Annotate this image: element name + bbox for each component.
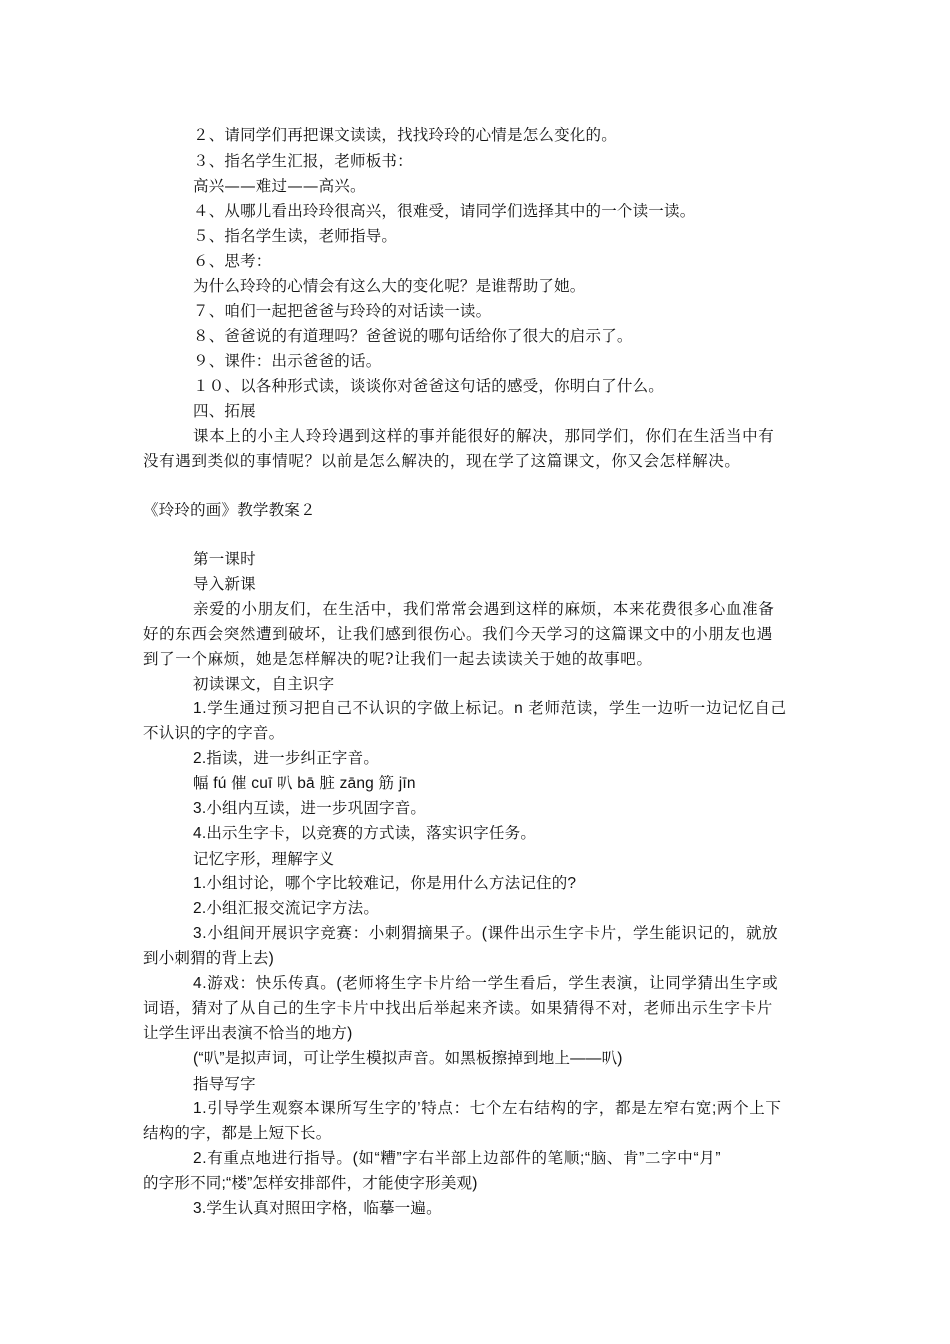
- heading-extension: 四、拓展: [193, 402, 256, 420]
- paragraph-step-6: ６、思考：: [193, 252, 272, 270]
- paragraph-memory-4-line-2: 词语，猜对了从自己的生字卡片中找出后举起来齐读。如果猜得不对，老师出示生字卡片: [143, 1000, 773, 1017]
- paragraph-intro-line-3: 到了一个麻烦，她是怎样解决的呢?让我们一起去读读关于她的故事吧。: [143, 650, 653, 668]
- paragraph-item-4: 4.出示生字卡，以竞赛的方式读，落实识字任务。: [193, 825, 537, 842]
- paragraph-item-1-line-2: 不认识的字的字音。: [143, 725, 285, 742]
- paragraph-memory-4-line-1: 4.游戏：快乐传真。(老师将生字卡片给一学生看后，学生表演，让同学猜出生字或: [193, 975, 779, 992]
- paragraph-intro-line-1: 亲爱的小朋友们，在生活中，我们常常会遇到这样的麻烦，本来花费很多心血准备: [193, 600, 775, 618]
- paragraph-extension-line-1: 课本上的小主人玲玲遇到这样的事并能很好的解决，那同学们，你们在生活当中有: [193, 427, 775, 445]
- heading-writing: 指导写字: [193, 1075, 256, 1093]
- paragraph-item-1-line-1: 1.学生通过预习把自己不认识的字做上标记。n 老师范读，学生一边听一边记忆自己: [193, 700, 787, 717]
- pinyin-line: 幅 fú 催 cuī 叭 bā 脏 zāng 筋 jīn: [193, 775, 416, 792]
- paragraph-memory-4-line-3: 让学生评出表演不恰当的地方): [143, 1025, 353, 1042]
- heading-intro: 导入新课: [193, 575, 256, 593]
- paragraph-writing-1-line-2: 结构的字，都是上短下长。: [143, 1125, 332, 1142]
- paragraph-step-2: ２、请同学们再把课文读读，找找玲玲的心情是怎么变化的。: [193, 126, 617, 144]
- heading-first-lesson: 第一课时: [193, 550, 256, 568]
- paragraph-memory-3-line-1: 3.小组间开展识字竞赛：小刺猬摘果子。(课件出示生字卡片，学生能识记的，就放: [193, 925, 779, 942]
- paragraph-question: 为什么玲玲的心情会有这么大的变化呢？是谁帮助了她。: [193, 277, 586, 295]
- paragraph-step-4: ４、从哪儿看出玲玲很高兴，很难受，请同学们选择其中的一个读一读。: [193, 202, 696, 220]
- heading-memory: 记忆字形，理解字义: [193, 850, 335, 868]
- paragraph-item-3: 3.小组内互读，进一步巩固字音。: [193, 800, 427, 817]
- paragraph-memory-3-line-2: 到小刺猬的背上去): [143, 950, 274, 967]
- paragraph-onomatopoeia-note: (“叭”是拟声词，可让学生模拟声音。如黑板擦掉到地上——叭): [193, 1050, 623, 1067]
- paragraph-step-8: ８、爸爸说的有道理吗？爸爸说的哪句话给你了很大的启示了。: [193, 327, 633, 345]
- paragraph-step-5: ５、指名学生读，老师指导。: [193, 227, 398, 245]
- heading-first-reading: 初读课文，自主识字: [193, 675, 335, 693]
- paragraph-memory-1: 1.小组讨论，哪个字比较难记，你是用什么方法记住的?: [193, 875, 577, 892]
- paragraph-step-3: ３、指名学生汇报，老师板书：: [193, 152, 413, 170]
- paragraph-intro-line-2: 好的东西会突然遭到破坏，让我们感到很伤心。我们今天学习的这篇课文中的小朋友也遇: [143, 625, 773, 643]
- paragraph-step-7: ７、咱们一起把爸爸与玲玲的对话读一读。: [193, 302, 492, 320]
- paragraph-writing-3: 3.学生认真对照田字格，临摹一遍。: [193, 1200, 442, 1217]
- paragraph-step-10: １０、以各种形式读，谈谈你对爸爸这句话的感受，你明白了什么。: [193, 377, 665, 395]
- document-title: 《玲玲的画》教学教案２: [143, 501, 316, 519]
- paragraph-writing-2-line-1: 2.有重点地进行指导。(如“糟”字右半部上边部件的笔顺;“脑、肯”二字中“月”: [193, 1150, 722, 1167]
- paragraph-writing-1-line-1: 1.引导学生观察本课所写生字的’特点：七个左右结构的字，都是左窄右宽;两个上下: [193, 1100, 782, 1117]
- paragraph-step-9: ９、课件：出示爸爸的话。: [193, 352, 382, 370]
- paragraph-memory-2: 2.小组汇报交流记字方法。: [193, 900, 380, 917]
- paragraph-board-notes: 高兴——难过——高兴。: [193, 177, 366, 195]
- paragraph-item-2: 2.指读，进一步纠正字音。: [193, 750, 380, 767]
- paragraph-extension-line-2: 没有遇到类似的事情呢？以前是怎么解决的，现在学了这篇课文，你又会怎样解决。: [143, 452, 741, 470]
- paragraph-writing-2-line-2: 的字形不同;“楼”怎样安排部件，才能使字形美观): [143, 1175, 478, 1192]
